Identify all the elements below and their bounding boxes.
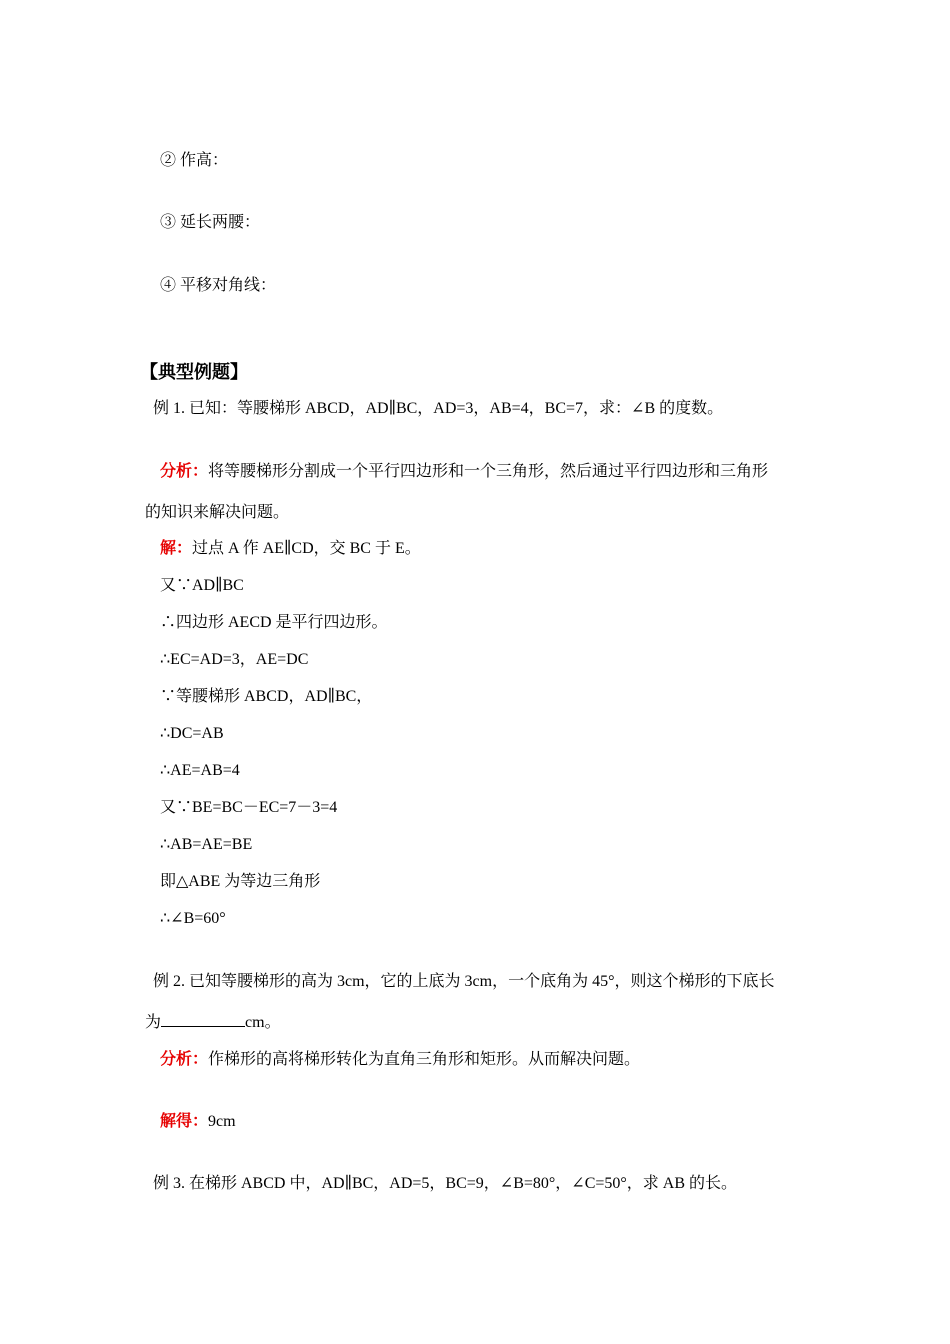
- example2-answer: [160, 1111, 236, 1133]
- example1-solution: [160, 538, 421, 560]
- solution-step: ∴DC=AB: [160, 725, 224, 742]
- solution-step: ∴四边形 AECD 是平行四边形。: [160, 614, 388, 631]
- analysis-text: 将等腰梯形分割成一个平行四边形和一个三角形，然后通过平行四边形和三角形: [208, 463, 769, 480]
- solution-step: ∴EC=AD=3，AE=DC: [160, 651, 309, 668]
- example3-question: 例 3. 在梯形 ABCD 中，AD∥BC，AD=5，BC=9，∠B=80°，∠C=50°，求 AB 的长。: [153, 1175, 738, 1192]
- solution-text: 过点 A 作 AE∥CD，交 BC 于 E。: [192, 540, 421, 557]
- example1-analysis: [160, 461, 768, 483]
- analysis-label: 分析：: [160, 1051, 209, 1068]
- section-title: 【典型例题】: [140, 362, 248, 382]
- example2-question-cont: [145, 1012, 281, 1034]
- answer-label: 解得：: [160, 1113, 209, 1130]
- solution-step: ∴∠B=60°: [160, 910, 226, 927]
- example2-question: 例 2. 已知等腰梯形的高为 3cm，它的上底为 3cm，一个底角为 45°，则这个梯形的下底长: [153, 973, 775, 990]
- method-item-extend-legs: ③ 延长两腰：: [160, 214, 261, 231]
- analysis-label: 分析：: [160, 463, 209, 480]
- analysis-text: 作梯形的高将梯形转化为直角三角形和矩形。从而解决问题。: [208, 1051, 641, 1068]
- example1-question: 例 1. 已知：等腰梯形 ABCD，AD∥BC，AD=3，AB=4，BC=7，求：∠B 的度数。: [153, 400, 724, 417]
- question-suffix: cm。: [245, 1014, 281, 1031]
- solution-step: ∴AE=AB=4: [160, 762, 240, 779]
- answer-text: 9cm: [208, 1113, 236, 1130]
- example1-analysis-cont: 的知识来解决问题。: [145, 504, 290, 521]
- question-prefix: 为: [145, 1014, 162, 1031]
- solution-step: 又∵AD∥BC: [160, 577, 244, 594]
- answer-blank: [161, 1012, 245, 1027]
- solution-step: ∴AB=AE=BE: [160, 836, 253, 853]
- example2-analysis: [160, 1049, 640, 1071]
- method-item-height: ② 作高：: [160, 152, 229, 169]
- method-item-translate-diagonal: ④ 平移对角线：: [160, 277, 277, 294]
- solution-step: ∵等腰梯形 ABCD，AD∥BC，: [160, 688, 373, 705]
- solution-label: 解：: [160, 540, 193, 557]
- solution-step: 即△ABE 为等边三角形: [160, 873, 321, 890]
- solution-step: 又∵BE=BC－EC=7－3=4: [160, 799, 338, 816]
